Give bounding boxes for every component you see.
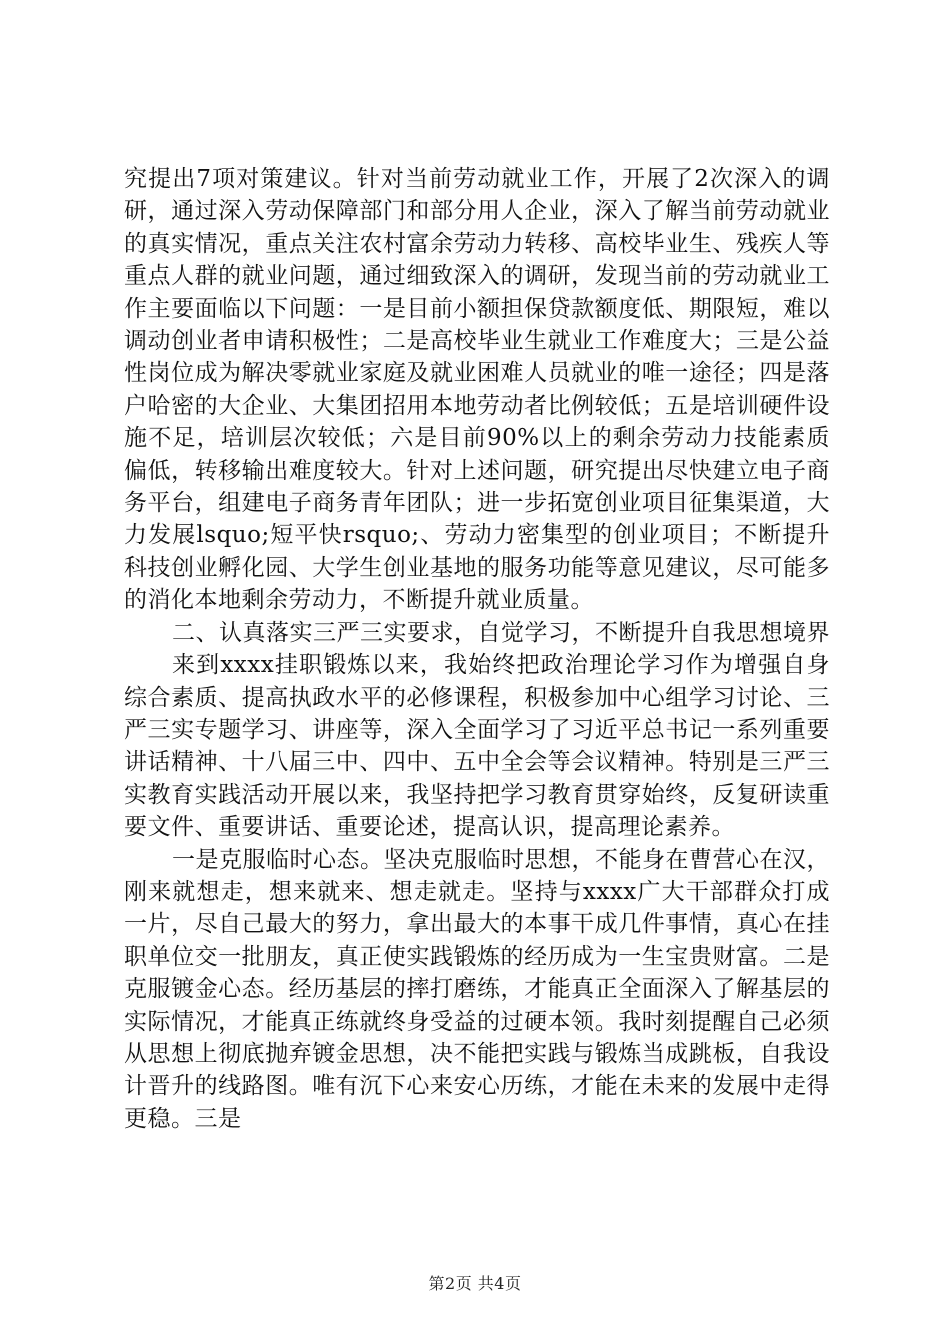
body-paragraph-continuation: 究提出7项对策建议。针对当前劳动就业工作，开展了2次深入的调研，通过深入劳动保障部门和部分用人企业，深入了解当前劳动就业的真实情况，重点关注农村富余劳动力转移、高校毕业生、残疾人等重点人群的就业问题，通过细致深入的调研，发现当前的劳动就业工作主要面临以下问题：一是目前小额担保贷款额度低、期限短，难以调动创业者申请积极性；二是高校毕业生就业工作难度大；三是公益性岗位成为解决零就业家庭及就业困难人员就业的唯一途径；四是落户哈密的大企业、大集团招用本地劳动者比例较低；五是培训硬件设施不足，培训层次较低；六是目前90%以上的剩余劳动力技能素质偏低，转移输出难度较大。针对上述问题，研究提出尽快建立电子商务平台，组建电子商务青年团队；进一步拓宽创业项目征集渠道，大力发展lsquo;短平快rsquo;、劳动力密集型的创业项目；不断提升科技创业孵化园、大学生创业基地的服务功能等意见建议，尽可能多的消化本地剩余劳动力，不断提升就业质量。: [124, 166, 830, 614]
body-paragraph: 来到xxxx挂职锻炼以来，我始终把政治理论学习作为增强自身综合素质、提高执政水平的必修课程，积极参加中心组学习讨论、三严三实专题学习、讲座等，深入全面学习了习近平总书记一系列重要讲话精神、十八届三中、四中、五中全会等会议精神。特别是三严三实教育实践活动开展以来，我坚持把学习教育贯穿始终，反复研读重要文件、重要讲话、重要论述，提高认识，提高理论素养。: [124, 652, 830, 841]
page-footer: 第2页 共4页: [428, 1274, 522, 1293]
body-paragraph: 一是克服临时心态。坚决克服临时思想，不能身在曹营心在汉，刚来就想走，想来就来、想走就走。坚持与xxxx广大干部群众打成一片，尽自己最大的努力，拿出最大的本事干成几件事情，真心在挂职单位交一批朋友，真正使实践锻炼的经历成为一生宝贵财富。二是克服镀金心态。经历基层的摔打磨练，才能真正全面深入了解基层的实际情况，才能真正练就终身受益的过硬本领。我时刻提醒自己必须从思想上彻底抛弃镀金思想，决不能把实践与锻炼当成跳板，自我设计晋升的线路图。唯有沉下心来安心历练，才能在未来的发展中走得更稳。三是: [124, 846, 830, 1132]
section-heading: 二、认真落实三严三实要求，自觉学习，不断提升自我思想境界: [172, 619, 830, 646]
document-body: [124, 163, 830, 1135]
